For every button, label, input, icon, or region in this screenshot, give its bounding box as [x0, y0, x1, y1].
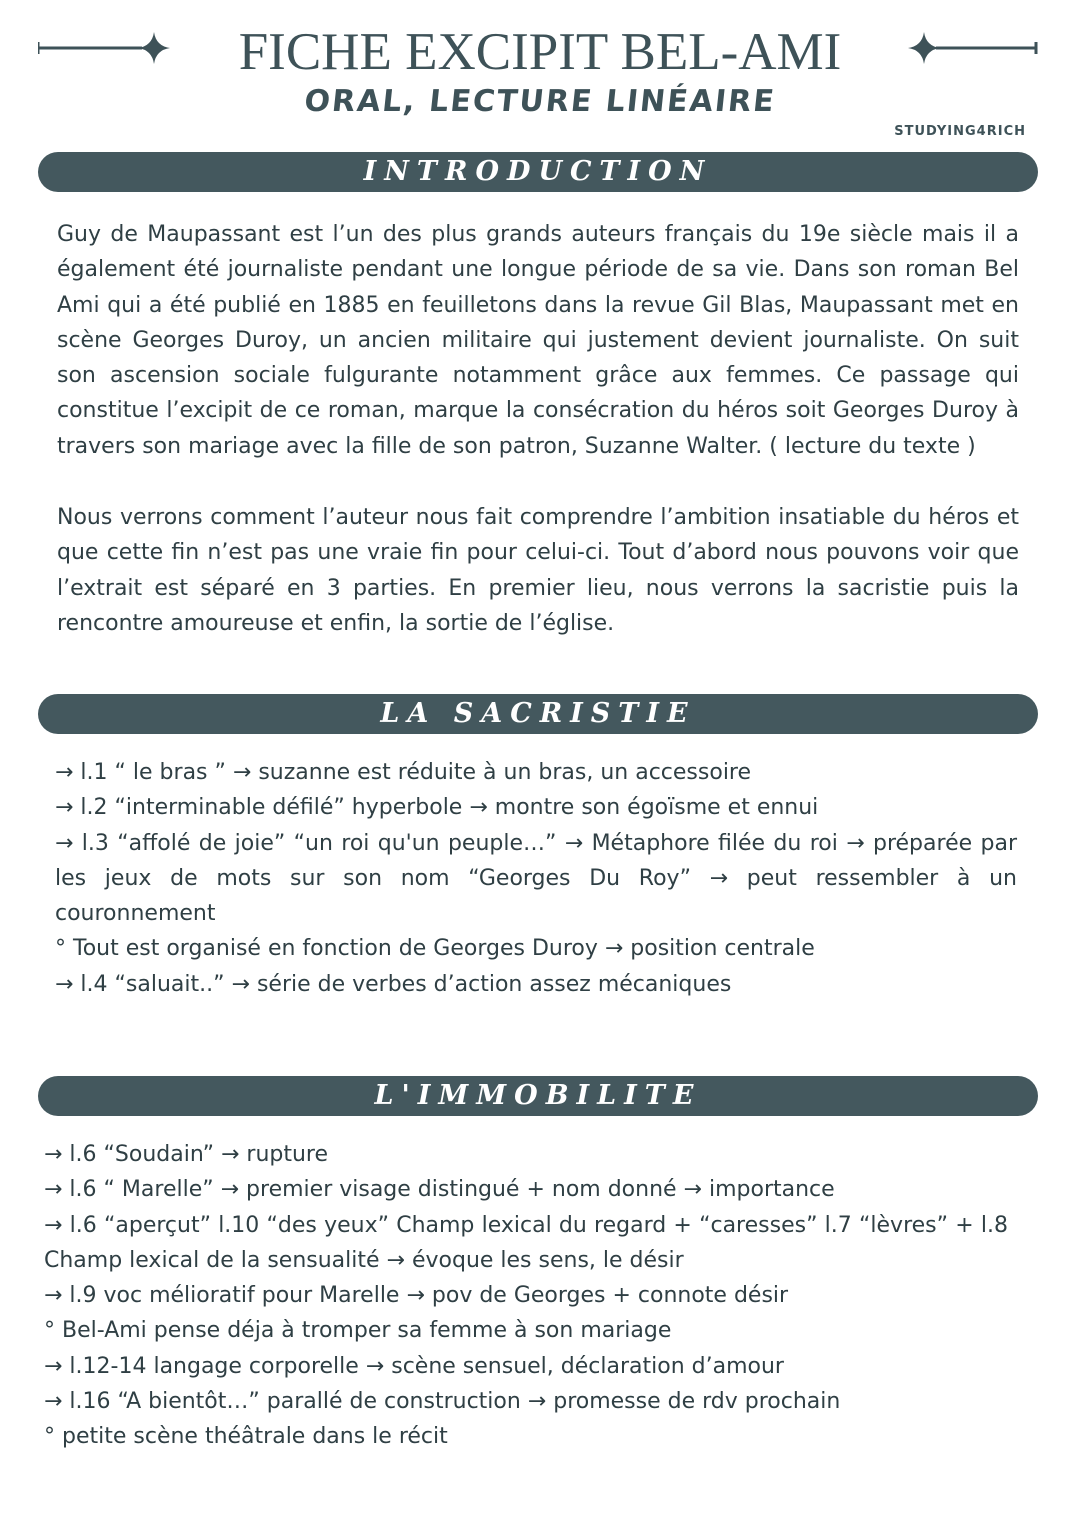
brand-signature: STUDYING4RICH [894, 124, 1026, 139]
list-item: ° Bel-Ami pense déja à tromper sa femme à son mariage [44, 1318, 672, 1344]
sacristie-list [55, 755, 1017, 1002]
sacristie-heading: LA SACRISTIE [380, 697, 696, 729]
list-item: → l.2 “interminable défilé” hyperbole → montre son égoïsme et ennui [55, 795, 819, 821]
immobilite-list [44, 1137, 1008, 1455]
page-subtitle: ORAL, LECTURE LINÉAIRE [302, 84, 778, 119]
list-item: ° petite scène théâtrale dans le récit [44, 1424, 448, 1450]
list-item: → l.12-14 langage corporelle → scène sensuel, déclaration d’amour [44, 1353, 784, 1379]
immobilite-banner [38, 1076, 1038, 1116]
list-item: ° Tout est organisé en fonction de Georges Duroy → position centrale [55, 936, 815, 962]
introduction-banner [38, 152, 1038, 192]
introduction-paragraph-1: Guy de Maupassant est l’un des plus grands auteurs français du 19e siècle mais il a également été journaliste pendant une longue période de sa vie. Dans son roman Bel Ami qui a été publié en 1885 en feuilletons dans la revue Gil Blas, Maupassant met en scène Georges Duroy, un ancien militaire qui justement devient journaliste. On suit son ascension sociale fulgurante notamment grâce aux femmes. Ce passage qui constitue l’excipit de ce roman, marque la consécration du héros soit Georges Duroy à travers son mariage avec la fille de son patron, Suzanne Walter. ( lecture du texte ) [57, 222, 1019, 459]
introduction-paragraph-2: Nous verrons comment l’auteur nous fait comprendre l’ambition insatiable du héros et que cette fin n’est pas une vraie fin pour celui-ci. Tout d’abord nous pouvons voir que l’extrait est séparé en 3 parties. En premier lieu, nous verrons la sacristie puis la rencontre amoureuse et enfin, la sortie de l’église. [57, 505, 1019, 636]
introduction-heading: INTRODUCTION [363, 155, 713, 187]
list-item: → l.4 “saluait..” → série de verbes d’action assez mécaniques [55, 971, 732, 997]
list-item: → l.3 “affolé de joie” “un roi qu'un peuple…” → Métaphore filée du roi → préparée par les jeux de mots sur son nom “Georges Du Roy” → peut ressembler à un couronnement [55, 830, 1017, 927]
list-item: → l.6 “ Marelle” → premier visage distingué + nom donné → importance [44, 1177, 835, 1203]
list-item: → l.9 voc mélioratif pour Marelle → pov de Georges + connote désir [44, 1283, 789, 1309]
page-title: FICHE EXCIPIT BEL-AMI [238, 23, 842, 81]
immobilite-heading: L'IMMOBILITE [374, 1079, 702, 1111]
list-item: → l.6 “aperçut” l.10 “des yeux” Champ lexical du regard + “caresses” l.7 “lèvres” + l.8 Champ lexical de la sensualité → évoque les sens, le désir [44, 1212, 1008, 1273]
sacristie-banner [38, 694, 1038, 734]
list-item: → l.6 “Soudain” → rupture [44, 1142, 329, 1167]
list-item: → l.1 “ le bras ” → suzanne est réduite à un bras, un accessoire [55, 760, 752, 785]
list-item: → l.16 “A bientôt…” parallé de construction → promesse de rdv prochain [44, 1389, 841, 1415]
